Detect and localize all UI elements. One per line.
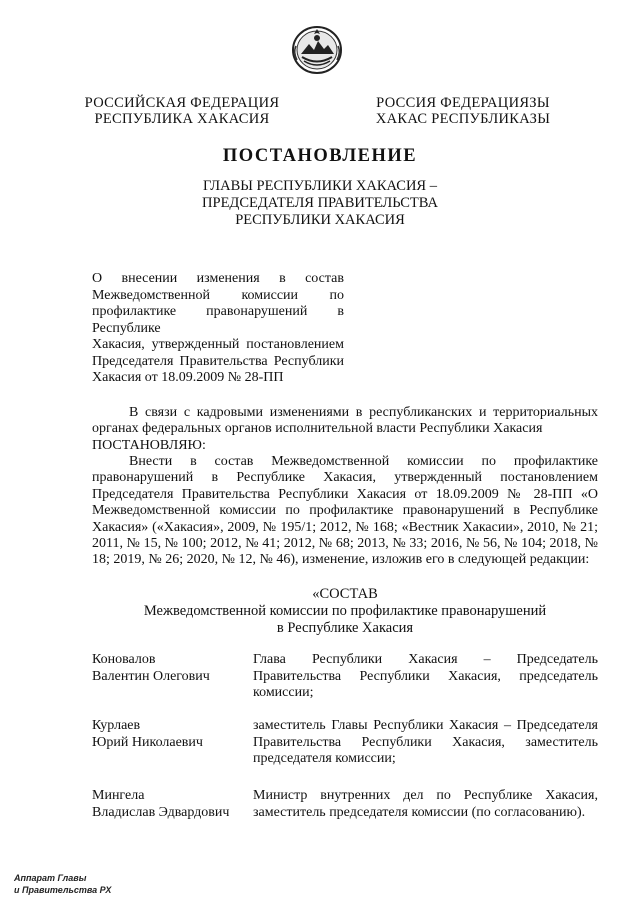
subject-line: Хакасия, утвержденный постановлением [92,337,344,352]
document-subtitle [0,178,640,229]
subject-line: Межведомственной комиссии по [92,287,344,303]
sostav-line2: в Республике Хакасия [276,620,414,636]
header-right-line2: ХАКАС РЕСПУБЛИКАЗЫ [375,111,551,127]
sostav-title: «СОСТАВ [312,586,378,602]
footer-line1: Аппарат Главы [14,873,87,883]
body-paragraph: Внести в состав Межведомственной комиссии по профилактике правонарушений в Республике Хакасия, утвержденный постановлением Председателя Правительства Республики Хакасия от 18.09.2009 № 28-ПП «О Межведомственной комиссии по профилактике правонарушений в Республике Хакасия» («Хакасия», 2009, № 195/1; 2012, № 168; «Вестник Хакасии», 2010, № 21; 2011, № 15, № 100; 2012, № 41; 2012, № 68; 2013, № 33; 2016, № 56, № 104; 2018, № 18; 2019, № 26; 2020, № 12, № 46), изменение, изложив его в следующей редакции: [92,454,598,568]
subtitle-line2: ПРЕДСЕДАТЕЛЯ ПРАВИТЕЛЬСТВА [202,195,438,211]
document-subject [92,271,344,387]
sostav-line1: Межведомственной комиссии по профилактике правонарушений [143,603,547,619]
header-left-line1: РОССИЙСКАЯ ФЕДЕРАЦИЯ [84,95,280,111]
member-surname: Курлаев [92,718,141,733]
footer-stamp [14,872,111,896]
header-left [82,95,282,127]
member-given-name: Юрий Николаевич [92,734,203,750]
subject-line: профилактике правонарушений в Республике [92,304,344,336]
subject-line: Председателя Правительства Республики [92,353,344,369]
subject-line: О внесении изменения в состав [92,271,344,286]
subject-line: Хакасия от 18.09.2009 № 28-ПП [92,370,284,385]
member-name [92,718,252,751]
member-role: Глава Республики Хакасия – Председатель Правительства Республики Хакасия, председатель комиссии; [253,652,598,700]
member-surname: Мингела [92,788,145,803]
member-surname: Коновалов [92,652,156,667]
body-resolve: ПОСТАНОВЛЯЮ: [92,438,206,453]
subtitle-line3: РЕСПУБЛИКИ ХАКАСИЯ [235,212,405,228]
body-intro: В связи с кадровыми изменениями в республиканских и территориальных органах федеральных органов исполнительной власти Республики Хакасия [92,405,598,437]
footer-line2: и Правительства РХ [14,885,112,895]
member-given-name: Владислав Эдвардович [92,804,230,820]
header-right-line1: РОССИЯ ФЕДЕРАЦИЯЗЫ [376,95,550,111]
member-role: заместитель Главы Республики Хакасия – Председателя Правительства Республики Хакасия, заместитель председателя комиссии; [253,718,598,766]
header-right [370,95,556,127]
coat-of-arms-icon [287,22,347,76]
sostav-heading [92,586,598,637]
member-given-name: Валентин Олегович [92,668,210,684]
document-title: ПОСТАНОВЛЕНИЕ [222,146,418,166]
member-name [92,788,252,821]
member-name [92,652,252,685]
member-role: Министр внутренних дел по Республике Хакасия, заместитель председателя комиссии (по согласованию). [253,788,598,820]
subtitle-line1: ГЛАВЫ РЕСПУБЛИКИ ХАКАСИЯ – [203,178,437,194]
header-left-line2: РЕСПУБЛИКА ХАКАСИЯ [94,111,270,127]
